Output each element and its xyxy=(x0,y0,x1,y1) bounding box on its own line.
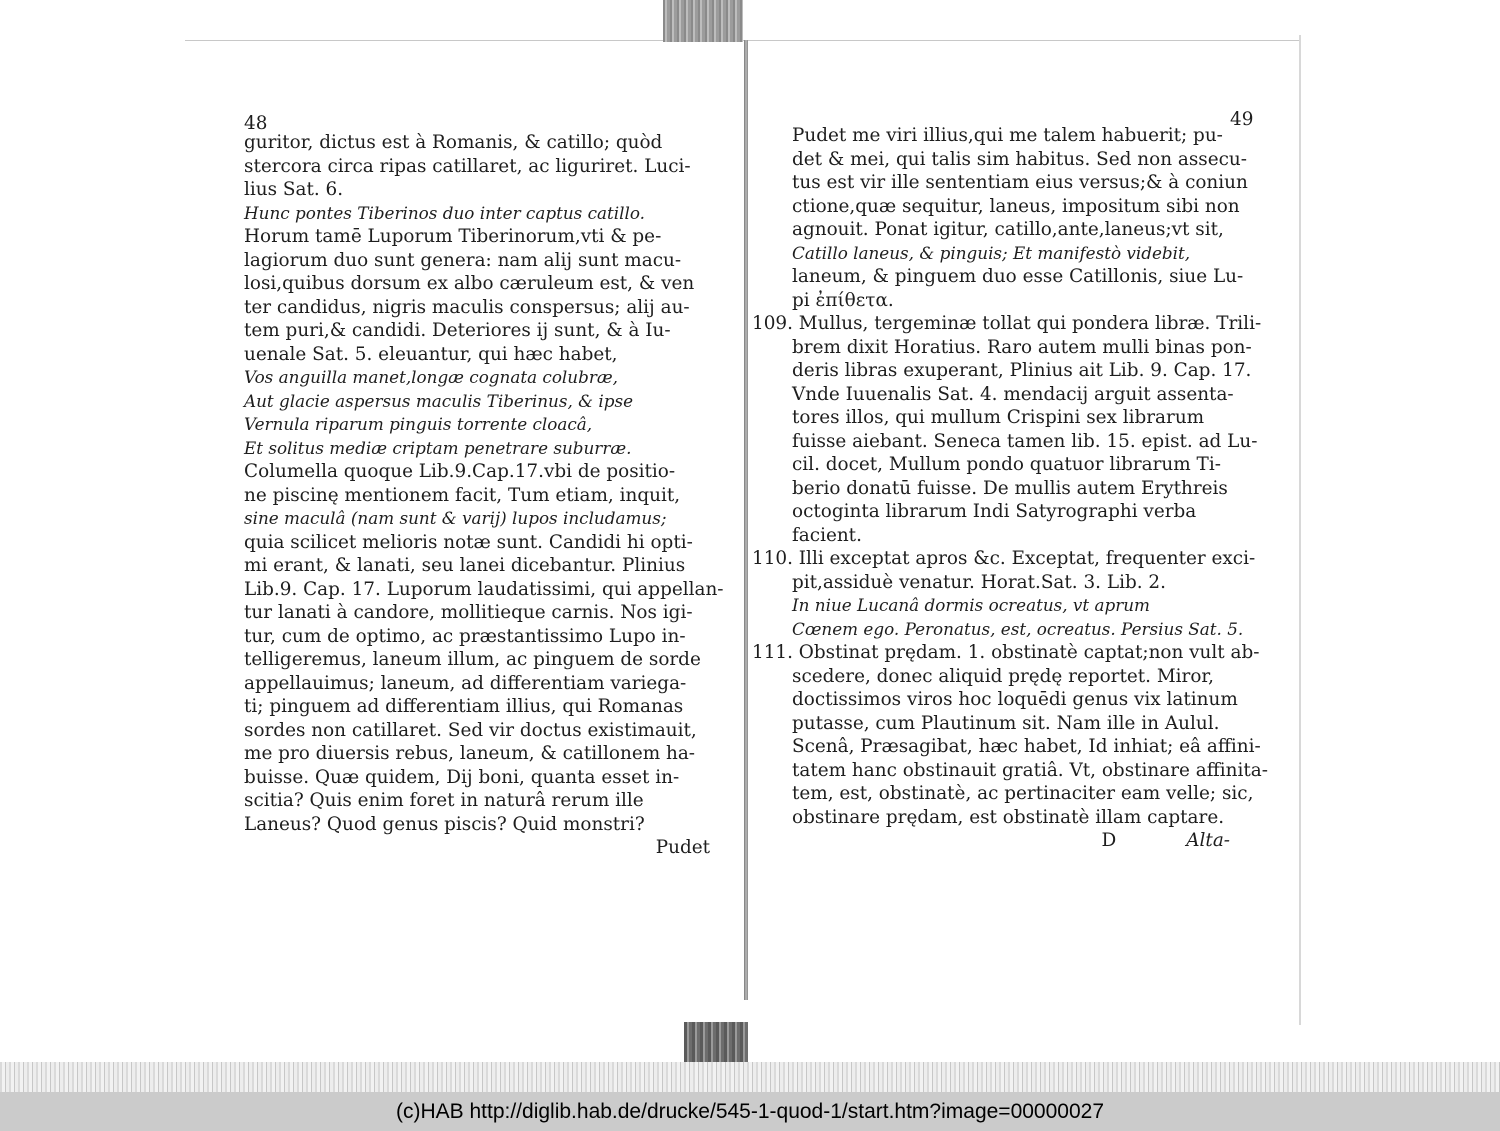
text-line: me pro diuersis rebus, laneum, & catillonem ha- xyxy=(244,743,696,764)
left-page-number: 48 xyxy=(244,113,268,134)
text-line: Lib.9. Cap. 17. Luporum laudatissimi, qui appellan- xyxy=(244,578,724,600)
quotation-line: In niue Lucanâ dormis ocreatus, vt aprum xyxy=(792,595,1150,615)
left-page-text xyxy=(244,131,724,860)
text-line: tatem hanc obstinauit gratiâ. Vt, obstinare affinita- xyxy=(792,759,1268,781)
quotation-line: Et solitus mediæ criptam penetrare suburræ. xyxy=(244,437,632,458)
signature-mark: D xyxy=(1101,830,1117,851)
quotation-line: Catillo laneus, & pinguis; Et manifestò videbit, xyxy=(792,242,1191,263)
text-line: quia scilicet melioris notæ sunt. Candidi hi opti- xyxy=(244,531,693,553)
text-line: buisse. Quæ quidem, Dij boni, quanta esset in- xyxy=(244,766,680,788)
text-line: tur, cum de optimo, ac præstantissimo Lupo in- xyxy=(244,625,686,647)
page-footer xyxy=(752,829,1258,853)
text-line: pi ἐπίθετα. xyxy=(792,289,894,311)
quotation-line: Vos anguilla manet,longæ cognata colubræ, xyxy=(244,367,618,387)
right-page-number: 49 xyxy=(1230,109,1254,130)
text-line: ti; pinguem ad differentiam illius, qui Romanas xyxy=(244,696,684,717)
text-line: laneum, & pinguem duo esse Catillonis, siue Lu- xyxy=(792,266,1244,287)
text-line: lius Sat. 6. xyxy=(244,179,344,200)
copyright-caption xyxy=(0,1092,1500,1131)
page-right-edge xyxy=(1299,35,1301,1025)
text-line: facient. xyxy=(792,524,862,546)
caption-text: (c)HAB http://diglib.hab.de/drucke/545-1-quod-1/start.htm?image=00000027 xyxy=(395,1099,1104,1123)
text-line: stercora circa ripas catillaret, ac liguriret. Luci- xyxy=(244,155,691,177)
text-line: tem puri,& candidi. Deteriores ij sunt, & à Iu- xyxy=(244,320,671,341)
text-line: tus est vir ille sententiam eius versus;& à coniun xyxy=(792,172,1248,193)
text-line: Columella quoque Lib.9.Cap.17.vbi de positio- xyxy=(244,461,676,482)
text-line: ne piscinę mentionem facit, Tum etiam, inquit, xyxy=(244,484,681,506)
text-line: lagiorum duo sunt genera: nam alij sunt macu- xyxy=(244,249,682,271)
text-line: appellauimus; laneum, ad differentiam variega- xyxy=(244,672,687,694)
text-line: pit,assiduè venatur. Horat.Sat. 3. Lib. 2. xyxy=(792,571,1166,593)
text-line: tores illos, qui mullum Crispini sex librarum xyxy=(792,407,1205,428)
text-line: deris libras exuperant, Plinius ait Lib. 9. Cap. 17. xyxy=(792,360,1252,381)
text-line: sordes non catillaret. Sed vir doctus existimauit, xyxy=(244,719,697,741)
text-line: Horum tamē Luporum Tiberinorum,vti & pe- xyxy=(244,226,662,247)
text-line: guritor, dictus est à Romanis, & catillo; quòd xyxy=(244,132,663,153)
catchword: Pudet xyxy=(655,837,710,858)
text-line: tur lanati à candore, mollitieque carnis. Nos igi- xyxy=(244,602,693,623)
scan-bottom-edge xyxy=(0,1062,1500,1092)
text-line: Vnde Iuuenalis Sat. 4. mendacij arguit assenta- xyxy=(792,383,1234,405)
text-line: Scenâ, Præsagibat, hæc habet, Id inhiat; eâ affini- xyxy=(792,736,1261,757)
quotation-line: Cœnem ego. Peronatus, est, ocreatus. Persius Sat. 5. xyxy=(792,618,1244,639)
text-line: det & mei, qui talis sim habitus. Sed non assecu- xyxy=(792,148,1247,170)
text-line: losi,quibus dorsum ex albo cæruleum est, & ven xyxy=(244,273,695,294)
text-line: telligeremus, laneum illum, ac pinguem de sorde xyxy=(244,649,701,670)
text-line: putasse, cum Plautinum sit. Nam ille in Aulul. xyxy=(792,712,1220,734)
text-line: ter candidus, nigris maculis conspersus; alij au- xyxy=(244,296,690,318)
text-line: scitia? Quis enim foret in naturâ rerum ille xyxy=(244,790,644,811)
text-line: tem, est, obstinatè, ac pertinaciter eam velle; sic, xyxy=(792,783,1254,804)
text-line: berio donatū fuisse. De mullis autem Erythreis xyxy=(792,477,1228,499)
quotation-line: sine maculâ (nam sunt & varij) lupos includamus; xyxy=(244,508,667,528)
text-line: mi erant, & lanati, seu lanei dicebantur. Plinius xyxy=(244,555,686,576)
text-line: agnouit. Ponat igitur, catillo,ante,laneus;vt sit, xyxy=(792,219,1224,240)
quotation-line: Aut glacie aspersus maculis Tiberinus, & ipse xyxy=(244,390,634,411)
text-line: Laneus? Quod genus piscis? Quid monstri? xyxy=(244,813,645,835)
note-line: 109. Mullus, tergeminæ tollat qui pondera libræ. Trili- xyxy=(752,313,1262,334)
text-line: doctissimos viros hoc loquēdi genus vix latinum xyxy=(792,689,1238,710)
binding-gutter-top xyxy=(663,0,743,42)
quotation-line: Hunc pontes Tiberinos duo inter captus catillo. xyxy=(244,202,645,223)
note-line: 110. Illi exceptat apros &c. Exceptat, frequenter exci- xyxy=(752,548,1256,569)
text-line: scedere, donec aliquid prędę reportet. Miror, xyxy=(792,665,1215,687)
text-line: fuisse aiebant. Seneca tamen lib. 15. epist. ad Lu- xyxy=(792,430,1258,452)
catchword: Alta- xyxy=(1186,830,1230,851)
text-line: brem dixit Horatius. Raro autem mulli binas pon- xyxy=(792,336,1252,358)
text-line: ctione,quæ sequitur, laneus, impositum sibi non xyxy=(792,195,1240,217)
text-line: octoginta librarum Indi Satyrographi verba xyxy=(792,501,1197,522)
text-line: cil. docet, Mullum pondo quatuor librarum Ti- xyxy=(792,454,1221,475)
text-line: Pudet me viri illius,qui me talem habuerit; pu- xyxy=(792,125,1223,146)
text-line: uenale Sat. 5. eleuantur, qui hæc habet, xyxy=(244,343,618,365)
binding-gutter xyxy=(744,40,748,1000)
text-line: obstinare prędam, est obstinatè illam captare. xyxy=(792,806,1225,828)
note-line: 111. Obstinat prędam. 1. obstinatè captat;non vult ab- xyxy=(752,642,1260,663)
quotation-line: Vernula riparum pinguis torrente cloacâ, xyxy=(244,414,593,434)
right-page-text xyxy=(752,124,1268,853)
